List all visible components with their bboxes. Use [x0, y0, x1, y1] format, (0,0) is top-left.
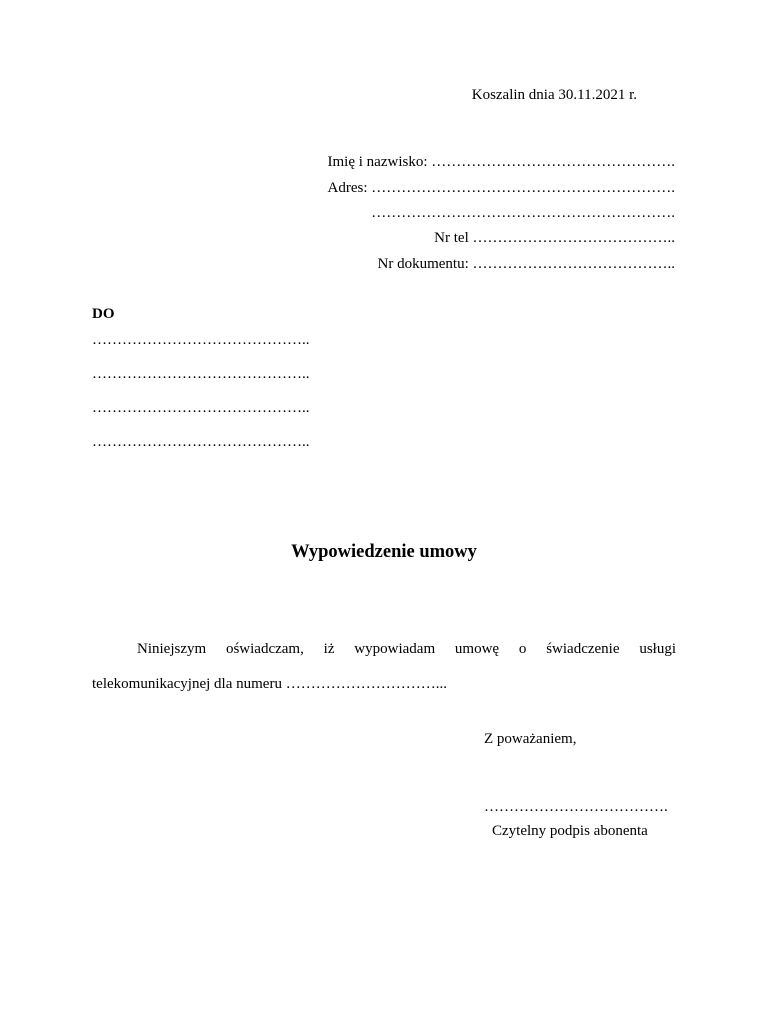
sender-address-line-2: ……………………………………………………. [371, 205, 675, 221]
body-text-line-2: telekomunikacyjnej dla numeru …………………………... [92, 676, 447, 692]
sender-name-line: Imię i nazwisko: …………………………………………. [327, 154, 675, 170]
recipient-line: …………………………………….. [92, 400, 310, 416]
sender-document-line: Nr dokumentu: ………………………………….. [377, 256, 675, 272]
document-title: Wypowiedzenie umowy [291, 542, 477, 562]
body-text-line-1 [92, 640, 676, 658]
sender-address-line-1: Adres: ……………………………………………………. [327, 180, 675, 196]
signature-caption: Czytelny podpis abonenta [492, 823, 648, 839]
recipient-line: …………………………………….. [92, 332, 310, 348]
sender-phone-line: Nr tel ………………………………….. [434, 230, 675, 246]
body-text-content: Niniejszym oświadczam, iż wypowiadam umowę o świadczenie usługi [137, 641, 676, 657]
signature-line: ………………………………. [484, 799, 668, 815]
place-date: Koszalin dnia 30.11.2021 r. [471, 87, 637, 103]
recipient-line: …………………………………….. [92, 366, 310, 382]
recipient-label: DO [92, 306, 115, 322]
closing-greeting: Z poważaniem, [484, 731, 577, 747]
recipient-line: …………………………………….. [92, 434, 310, 450]
